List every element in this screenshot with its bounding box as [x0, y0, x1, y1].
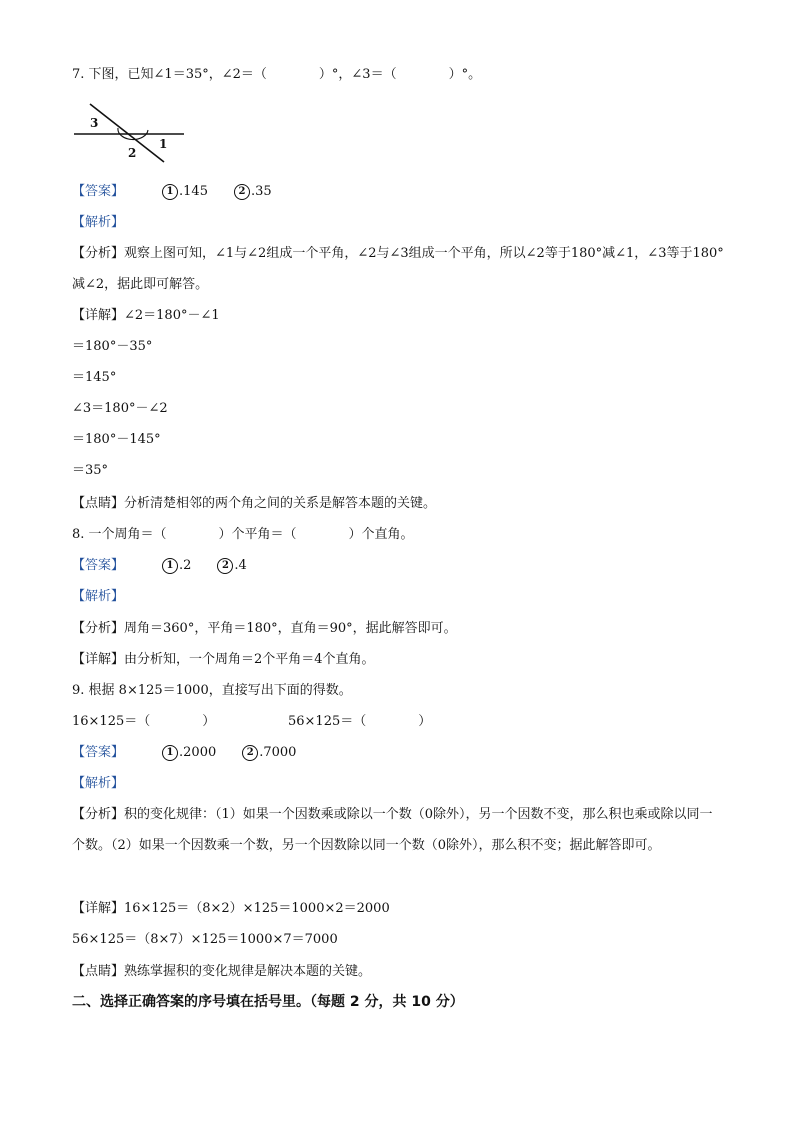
q9-item-2: 56×125＝（ ） [288, 714, 432, 729]
q8-analysis-tag: 【解析】 [72, 589, 125, 604]
angle-label-1: 1 [159, 137, 168, 151]
q7-dianjing: 【点睛】分析清楚相邻的两个角之间的关系是解答本题的关键。 [72, 496, 437, 511]
answer-mark-2: 2 [217, 558, 233, 574]
q7-xiangjie-line-4: ∠3＝180°－∠2 [72, 401, 168, 416]
q9-fenxi: 【分析】积的变化规律：（1）如果一个因数乘或除以一个数（0除外），另一个因数不变，那么积也乘或除以同一个数。（2）如果一个因数乘一个数，另一个因数除以同一个数（0除外），那么积不变；据此解答即可。 [72, 807, 713, 853]
angle-label-3: 3 [90, 116, 99, 130]
q7-xiangjie-line-1: 【详解】∠2＝180°－∠1 [72, 308, 220, 323]
section-heading: 二、选择正确答案的序号填在括号里。（每题 2 分，共 10 分） [72, 994, 464, 1010]
q8-stem: 8. 一个周角＝（ ）个平角＝（ ）个直角。 [72, 527, 414, 542]
answer-mark-1: 1 [162, 184, 178, 200]
q9-xiangjie-line-2: 56×125＝（8×7）×125＝1000×7＝7000 [72, 932, 338, 947]
answer-2: .35 [250, 184, 272, 199]
q7-fenxi: 【分析】观察上图可知，∠1与∠2组成一个平角，∠2与∠3组成一个平角，所以∠2等于180°减∠1，∠3等于180°减∠2，据此即可解答。 [72, 246, 724, 292]
answer-1: .2000 [179, 745, 217, 760]
answer-2: .7000 [259, 745, 297, 760]
answer-mark-2: 2 [242, 745, 258, 761]
q8-fenxi: 【分析】周角＝360°，平角＝180°，直角＝90°，据此解答即可。 [72, 621, 457, 636]
q9-item-1: 16×125＝（ ） [72, 714, 216, 729]
q7-stem: 7. 下图，已知∠1＝35°，∠2＝（ ）°，∠3＝（ ）°。 [72, 67, 482, 82]
q9-analysis-tag: 【解析】 [72, 776, 125, 791]
angle-figure [72, 100, 188, 166]
answer-2: .4 [234, 558, 247, 573]
answer-tag: 【答案】 [72, 745, 125, 760]
angle-label-2: 2 [128, 146, 137, 160]
q7-xiangjie-line-2: ＝180°－35° [72, 339, 153, 354]
q8-xiangjie: 【详解】由分析知，一个周角＝2个平角＝4个直角。 [72, 652, 375, 667]
transversal-line [90, 104, 164, 162]
answer-tag: 【答案】 [72, 184, 125, 199]
q8-answer-row [72, 556, 247, 576]
q7-answer-row [72, 182, 272, 202]
q7-xiangjie-line-5: ＝180°－145° [72, 432, 161, 447]
q7-xiangjie-line-3: ＝145° [72, 370, 117, 385]
answer-1: .145 [179, 184, 208, 199]
answer-tag: 【答案】 [72, 558, 125, 573]
q7-xiangjie-line-6: ＝35° [72, 463, 109, 478]
answer-mark-1: 1 [162, 558, 178, 574]
answer-mark-1: 1 [162, 745, 178, 761]
q9-xiangjie-line-1: 【详解】16×125＝（8×2）×125＝1000×2＝2000 [72, 901, 390, 916]
q9-answer-row [72, 743, 296, 763]
q9-stem: 9. 根据 8×125＝1000，直接写出下面的得数。 [72, 683, 352, 698]
q7-analysis-tag: 【解析】 [72, 215, 125, 230]
q9-dianjing: 【点睛】熟练掌握积的变化规律是解决本题的关键。 [72, 964, 372, 979]
answer-mark-2: 2 [234, 184, 250, 200]
answer-1: .2 [179, 558, 192, 573]
